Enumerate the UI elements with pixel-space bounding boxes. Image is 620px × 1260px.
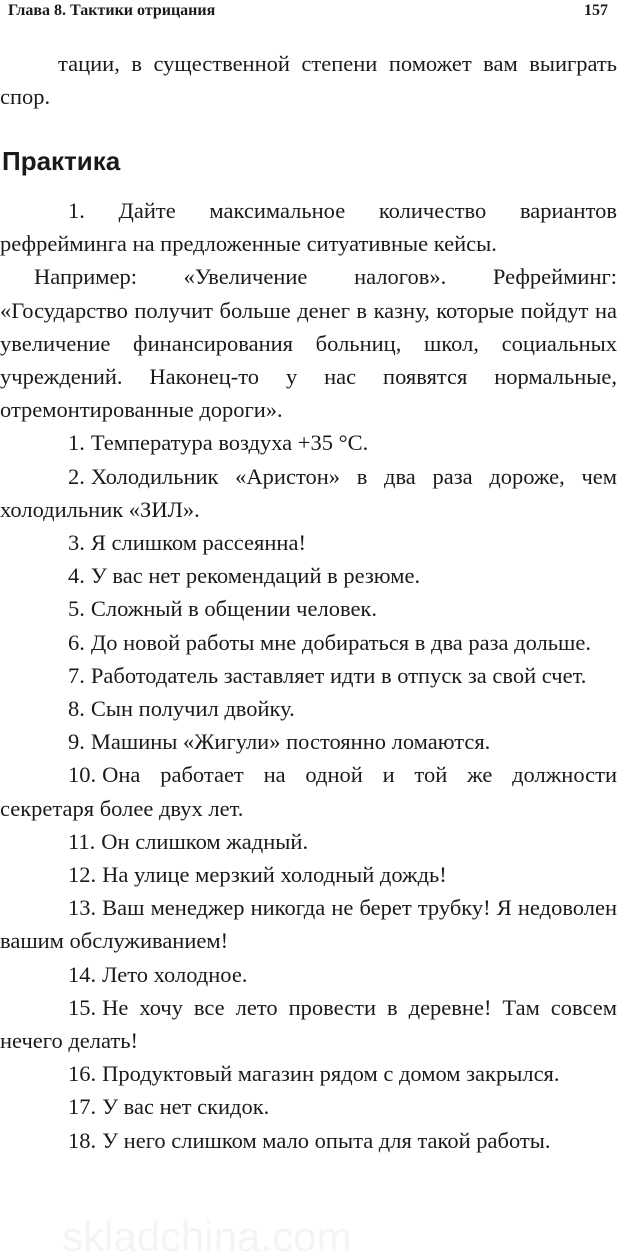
task-number: 1.	[68, 198, 85, 223]
case-text: Лето холодное.	[102, 961, 248, 987]
case-number: 8.	[68, 696, 85, 722]
case-number: 16.	[68, 1061, 97, 1087]
case-item	[0, 460, 617, 526]
case-number: 2.	[68, 463, 85, 489]
case-text: Холодильник «Аристон» в два раза дороже, чем холодильник «ЗИЛ».	[0, 463, 617, 522]
case-item	[0, 858, 617, 891]
case-text: Она работает на одной и той же должности секретаря более двух лет.	[0, 762, 617, 821]
case-text: Я слишком рассеянна!	[90, 530, 306, 556]
intro-continuation: тации, в существенной степени поможет вам выиграть спор.	[0, 51, 617, 110]
task-paragraph	[0, 194, 617, 260]
case-item	[0, 1124, 617, 1157]
case-item	[0, 958, 617, 991]
case-text: Не хочу все лето провести в деревне! Там совсем нечего делать!	[0, 994, 617, 1054]
case-number: 1.	[68, 430, 85, 456]
case-number: 9.	[68, 729, 85, 755]
case-item	[0, 1090, 617, 1123]
case-number: 11.	[68, 828, 96, 854]
case-text: Работодатель заставляет идти в отпуск за свой счет.	[90, 662, 587, 688]
case-text: У вас нет рекомендаций в резюме.	[90, 563, 421, 589]
page-number: 157	[584, 2, 608, 19]
case-item	[0, 1057, 617, 1090]
case-text: Температура воздуха +35 °С.	[90, 430, 369, 456]
case-item	[0, 426, 617, 459]
case-text: У вас нет скидок.	[102, 1094, 270, 1120]
case-number: 4.	[68, 563, 85, 589]
case-text: До новой работы мне добираться в два раза дольше.	[90, 629, 591, 655]
case-text: У него слишком мало опыта для такой работы.	[102, 1127, 551, 1153]
case-item	[0, 626, 617, 659]
example-paragraph: Например: «Увеличение налогов». Рефрейминг: «Государство получит больше денег в казну, которые пойдут на увеличение финансирования больниц, школ, социальных учреждений. Наконец-то у нас появятся нормальные, отремонтированные дороги».	[0, 264, 617, 423]
case-item	[0, 526, 617, 559]
practice-body	[0, 194, 617, 1157]
case-item	[0, 692, 617, 725]
case-text: Машины «Жигули» постоянно ломаются.	[90, 729, 491, 755]
case-text: Он слишком жадный.	[101, 828, 309, 854]
case-text: На улице мерзкий холодный дождь!	[102, 862, 447, 888]
case-item	[0, 725, 617, 758]
case-text: Продуктовый магазин рядом с домом закрылся.	[102, 1061, 560, 1087]
case-number: 6.	[68, 629, 85, 655]
case-item	[0, 991, 617, 1057]
case-item	[0, 559, 617, 592]
case-number: 5.	[68, 596, 85, 622]
case-number: 15.	[68, 994, 97, 1020]
case-text: Сложный в общении человек.	[90, 596, 377, 622]
case-item	[0, 592, 617, 625]
case-item	[0, 758, 617, 824]
case-number: 10.	[68, 762, 97, 788]
case-item	[0, 659, 617, 692]
case-number: 13.	[68, 895, 97, 921]
case-number: 3.	[68, 530, 85, 556]
intro-block	[0, 47, 617, 113]
section-title: Практика	[2, 146, 121, 176]
case-number: 14.	[68, 961, 97, 987]
watermark: skladchina.com	[62, 1213, 352, 1260]
case-text: Сын получил двойку.	[90, 696, 295, 722]
case-number: 12.	[68, 862, 97, 888]
task-text: Дайте максимальное количество вариантов рефрейминга на предложенные ситуативные кейсы.	[0, 198, 617, 257]
chapter-title: Глава 8. Тактики отрицания	[8, 2, 216, 19]
case-item	[0, 825, 617, 858]
running-header	[8, 0, 608, 22]
case-item	[0, 891, 617, 957]
case-number: 7.	[68, 662, 85, 688]
case-text: Ваш менеджер никогда не берет трубку! Я недоволен вашим обслуживанием!	[0, 895, 617, 954]
case-number: 17.	[68, 1094, 97, 1120]
case-number: 18.	[68, 1127, 97, 1153]
